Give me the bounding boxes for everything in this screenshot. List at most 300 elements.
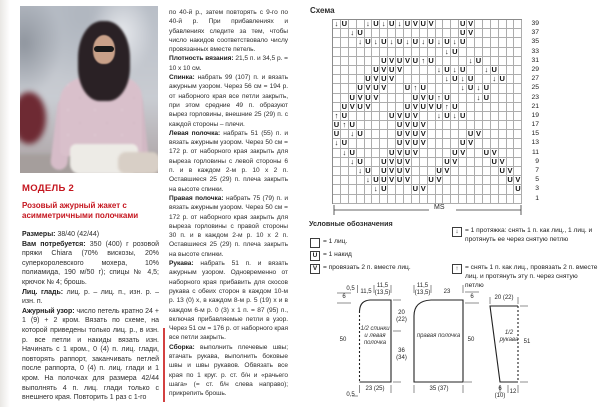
chart-cell (428, 195, 436, 204)
chart-cell (467, 112, 475, 121)
chart-cell: U (491, 65, 497, 74)
chart-cell (507, 139, 515, 148)
chart-cell (349, 195, 357, 204)
continuation-paragraph: по 40-й р., затем повторять с 9-го по 40-й р. При прибавлениях и убавлениях следите за тем, чтобы число накидов соответствовало числу провязанных вместе петель. (169, 9, 288, 54)
chart-cell (475, 149, 483, 158)
chart-cell: V (412, 111, 418, 120)
k2tog-icon: V (310, 264, 320, 274)
chart-cell (420, 75, 428, 84)
chart-cell: ↓ (357, 38, 365, 47)
chart-cell (483, 139, 491, 148)
chart-cell (333, 29, 341, 38)
chart-cell (341, 176, 349, 185)
chart-cell (436, 84, 444, 93)
chart-cell (507, 112, 515, 121)
p1-right-bottom-measure: 36 (34) (396, 348, 407, 361)
chart-cell (467, 103, 475, 112)
chart-cell: U (428, 38, 434, 47)
chart-cell (365, 139, 373, 148)
stockinette-paragraph: Лиц. гладь: лиц. р. – лиц. п., изн. р. – изн. п. (22, 288, 159, 306)
chart-cell (514, 167, 522, 176)
chart-cell: V (412, 102, 418, 111)
left-column-text (22, 230, 159, 403)
chart-cell (372, 112, 380, 121)
chart-cell: U (412, 139, 419, 148)
chart-cell: U (381, 185, 387, 194)
chart-cell (507, 66, 515, 75)
chart-cell (396, 103, 404, 112)
chart-cell (436, 20, 444, 29)
chart-cell: U (381, 157, 387, 166)
chart-cell: U (428, 93, 434, 102)
chart-cell (483, 195, 491, 204)
chart-cell (388, 103, 396, 112)
chart-cell (428, 121, 436, 130)
chart-cell (341, 75, 349, 84)
chart-cell (333, 57, 341, 66)
back-paragraph: Спинка: набрать 99 (107) п. и вязать ажурным узором. Через 56 см = 194 р. от наборного края все петли закрыть, при этом средние 49 п. образуют вырез горловины, внешние 25 (29) п. с каждой стороны – плечи. (169, 74, 288, 128)
chart-cell: U (515, 185, 521, 194)
chart-cell (467, 149, 475, 158)
chart-cell: ↓ (349, 29, 357, 38)
chart-cell: V (397, 148, 403, 157)
chart-cell: V (349, 102, 355, 111)
chart-cell: V (515, 176, 521, 185)
chart-cell: V (404, 139, 410, 148)
chart-cell (483, 103, 491, 112)
chart-cell (507, 57, 515, 66)
chart-row-number: 5 (535, 176, 539, 184)
chart-cell (333, 195, 341, 204)
chart-cell (475, 112, 483, 121)
chart-cell (372, 195, 380, 204)
chart-cell (349, 176, 357, 185)
p1-shoulder-measure: 6 (342, 294, 346, 300)
chart-cell (372, 57, 380, 66)
chart-cell (514, 103, 522, 112)
chart-cell (436, 195, 444, 204)
chart-cell (483, 38, 491, 47)
chart-cell (483, 20, 491, 29)
chart-row-number: 7 (535, 167, 539, 174)
photo-sunglasses (94, 46, 114, 52)
chart-cell (459, 94, 467, 103)
chart-cell (341, 94, 349, 103)
chart-cell: V (475, 130, 481, 139)
chart-cell (404, 29, 412, 38)
chart-cell: ↓ (357, 167, 365, 176)
chart-cell (428, 139, 436, 148)
chart-cell (349, 75, 357, 84)
chart-cell: ↓ (436, 66, 444, 75)
chart-cell (365, 112, 373, 121)
chart-cell: ↓ (451, 66, 459, 75)
chart-cell (514, 158, 522, 167)
chart-cell: V (373, 75, 379, 84)
p1-top-right-measure: 11,5 (13,5) (374, 283, 391, 296)
chart-cell: ↓ (380, 20, 388, 29)
chart-cell (514, 139, 522, 148)
chart-cell (443, 185, 451, 194)
chart-row-number: 29 (531, 65, 539, 73)
chart-cell (436, 139, 444, 148)
chart-cell: U (412, 56, 419, 65)
chart-cell: U (420, 84, 426, 93)
chart-cell (357, 48, 365, 57)
gauge-paragraph: Плотность вязания: 21,5 п. и 34,5 р. = 10 х 10 см. (169, 55, 288, 72)
chart-cell: U (483, 93, 490, 102)
chart-cell: U (467, 130, 474, 139)
chart-cell (507, 75, 515, 84)
chart-cell: U (396, 176, 403, 185)
chart-cell (428, 29, 436, 38)
chart-cell (333, 103, 341, 112)
p1-top-left-measure: 0,5 (346, 286, 355, 292)
chart-cell: V (365, 84, 371, 93)
chart-cell: ↓ (436, 112, 444, 121)
chart-cell (349, 66, 357, 75)
chart-cell: U (357, 157, 363, 166)
chart-cell (341, 84, 349, 93)
chart-cell (404, 185, 412, 194)
legend-item-ssk: ↓ = 1 протяжка: снять 1 п. как лиц., 1 лиц. и протянуть ее через снятую петлю (452, 227, 598, 245)
chart-cell (372, 149, 380, 158)
chart-cell: U (475, 56, 482, 65)
chart-cell (483, 121, 491, 130)
chart-cell: U (373, 176, 379, 185)
chart-cell (372, 29, 380, 38)
chart-cell: U (452, 148, 458, 157)
chart-cell (412, 167, 420, 176)
chart-cell (443, 121, 451, 130)
chart-cell (475, 158, 483, 167)
chart-cell: V (507, 167, 513, 175)
left-front-paragraph: Левая полочка: набрать 51 (55) п. и вязать ажурным узором. Через 50 см = 172 р. от наборного края закрыть для выреза горловины с левой стороны 6 п. и в каждом 2-м р. 10 х 2 п. Оставшиеся 25 (29) п. плеча закрыть на высоте спинки. (169, 129, 288, 193)
chart-cell: ↓ (365, 176, 373, 185)
chart-cell (349, 112, 357, 121)
chart-cell (483, 130, 491, 139)
p2-piece-name: правая полочка (416, 333, 461, 339)
legend-title: Условные обозначения (309, 219, 393, 228)
chart-cell: V (404, 130, 410, 139)
chart-cell (349, 48, 357, 57)
chart-cell (499, 57, 507, 66)
chart-row-number: 11 (531, 148, 539, 156)
chart-cell: U (333, 130, 340, 139)
chart-cell (514, 149, 522, 158)
chart-cell (467, 167, 475, 176)
chart-cell: V (420, 130, 426, 139)
chart-cell (404, 48, 412, 57)
chart-cell (491, 139, 499, 148)
chart-cell (372, 121, 380, 130)
chart-cell: U (499, 167, 505, 175)
chart-cell (404, 66, 412, 75)
chart-cell (451, 20, 459, 29)
chart-cell: U (459, 38, 466, 47)
chart-cell: U (341, 139, 348, 148)
chart-cell: U (373, 20, 379, 28)
chart-cell (436, 29, 444, 38)
chart-cell: ↓ (475, 84, 483, 93)
chart-cell (499, 20, 507, 29)
chart-cell: U (396, 157, 403, 166)
chart-cell (459, 121, 467, 130)
chart-cell (333, 167, 341, 176)
chart-cell (357, 176, 365, 185)
chart-cell (443, 29, 451, 38)
chart-cell (499, 66, 507, 75)
legend-item-double-decrease: ↑ = снять 1 п. как лиц., провязать 2 п. вместе лиц. и протянуть эту п. через снятую петлю (452, 264, 598, 290)
chart-cell: U (412, 93, 419, 102)
chart-cell: U (444, 93, 450, 102)
chart-cell (380, 29, 388, 38)
chart-cell: V (468, 20, 474, 28)
chart-cell (475, 66, 483, 75)
chart-cell (514, 57, 522, 66)
chart-cell: ↓ (388, 38, 396, 47)
p3-top-measure: 20 (22) (494, 295, 514, 301)
chart-cell: V (420, 93, 426, 102)
chart-cell: U (412, 185, 419, 194)
chart-cell (380, 94, 388, 103)
chart-cell (365, 121, 373, 130)
chart-cell (451, 29, 459, 38)
chart-cell (428, 130, 436, 139)
chart-cell (514, 75, 522, 84)
chart-cell (420, 195, 428, 204)
chart-cell: U (373, 65, 379, 74)
chart-cell: U (396, 38, 403, 47)
ssk-icon: ↓ (452, 227, 462, 237)
chart-cell: V (397, 65, 403, 74)
chart-cell (459, 57, 467, 66)
chart-cell (428, 48, 436, 57)
lace-pattern-paragraph: Ажурный узор: число петель кратно 24 + 1 (9) + 2 кром. Вязать по схеме, на которой приведены только лиц. р., в изн. р. все петли и накиды вязать изн. Начинать с 1 кром., 0 (4) п. лиц. глади, повторять раппорт, заканчивать петлей после раппорта, 0 (4) п. лиц. глади и 1 кром. На полочках для размера 42/44 выполнять 4 п. лиц. глади только с внешнего края. Повторить 1 раз с 1-го (22, 307, 159, 402)
middle-column-text (169, 8, 288, 398)
chart-cell: ↓ (333, 20, 341, 29)
chart-cell: V (420, 139, 426, 148)
chart-cell (491, 167, 499, 176)
chart-cell: U (357, 130, 363, 139)
chart-cell (388, 185, 396, 194)
chart-cell: ↓ (365, 20, 373, 29)
chart-cell (491, 57, 499, 66)
chart-cell (514, 48, 522, 57)
chart-cell (380, 130, 388, 139)
chart-cell: ↓ (451, 38, 459, 47)
chart-cell (404, 195, 412, 204)
chart-cell: V (397, 111, 403, 120)
chart-cell (333, 158, 341, 167)
chart-cell (507, 130, 515, 139)
chart-cell: U (444, 111, 450, 120)
chart-cell (475, 103, 483, 112)
chart-cell: U (404, 102, 411, 111)
chart-cell (443, 176, 451, 185)
chart-cell (404, 75, 412, 84)
chart-cell (507, 84, 515, 93)
chart-cell (451, 121, 459, 130)
chart-cell (420, 149, 428, 158)
chart-cell: U (381, 75, 387, 84)
chart-cell (491, 103, 499, 112)
chart-cell (349, 20, 357, 29)
chart-cell: U (388, 65, 395, 74)
chart-cell (428, 75, 436, 84)
pattern-title: Розовый ажурный жакет с асимметричными полочками (22, 201, 139, 220)
materials-paragraph: Вам потребуется: 350 (400) г розовой пряжи Chiara (70% вискозы, 20% суперкоролевского мохера, 10% полиамида, 190 м/50 г); спицы № 4,5; крючок № 4; брошь. (22, 240, 160, 286)
chart-cell (341, 195, 349, 204)
chart-cell (388, 139, 396, 148)
chart-cell: ↓ (372, 38, 380, 47)
chart-cell (491, 38, 499, 47)
chart-cell: U (412, 130, 419, 139)
chart-cell (467, 121, 475, 130)
chart-cell (475, 20, 483, 29)
chart-cell (396, 94, 404, 103)
chart-cell: U (459, 139, 466, 148)
chart-cell (372, 139, 380, 148)
chart-cell: U (444, 157, 450, 166)
p2-top-right-measure: 23 (443, 289, 451, 295)
chart-cell: U (444, 65, 450, 74)
chart-cell (412, 75, 420, 84)
chart-cell: ↑ (420, 57, 428, 66)
chart-cell (443, 149, 451, 158)
chart-cell: V (491, 148, 497, 157)
chart-cell (428, 185, 436, 194)
double-decrease-icon: ↑ (452, 264, 462, 274)
chart-cell (499, 29, 507, 38)
column-divider-rule (163, 328, 165, 402)
chart-cell (412, 158, 420, 167)
chart-cell (467, 195, 475, 204)
chart-cell (443, 130, 451, 139)
chart-row-number: 27 (531, 75, 539, 83)
chart-row-number: 13 (531, 139, 539, 147)
chart-cell (451, 57, 459, 66)
chart-cell (467, 38, 475, 47)
chart-row-number: 33 (531, 47, 539, 55)
p2-side-measure: 50 (467, 337, 475, 343)
chart-cell: U (357, 29, 363, 38)
chart-cell: U (396, 56, 403, 65)
legend-item-knit: = 1 лиц. (310, 238, 347, 248)
chart-row-number: 1 (535, 194, 539, 202)
chart-cell (333, 38, 341, 47)
chart-cell: V (468, 29, 474, 38)
sizes-paragraph: Размеры: 38/40 (42/44) (22, 231, 100, 238)
chart-cell (357, 66, 365, 75)
chart-cell: U (349, 93, 355, 102)
chart-cell (467, 176, 475, 185)
chart-cell (499, 176, 507, 185)
chart-cell (349, 57, 357, 66)
chart-cell: ↓ (420, 38, 428, 47)
chart-cell (514, 20, 522, 29)
chart-cell (475, 195, 483, 204)
chart-cell (428, 149, 436, 158)
chart-cell (404, 94, 412, 103)
chart-cell: U (341, 20, 348, 28)
chart-cell: U (459, 65, 466, 74)
chart-cell (388, 84, 396, 93)
p2-shoulder-measure: 6 (470, 294, 474, 300)
chart-grid (332, 19, 522, 204)
chart-cell (499, 48, 507, 57)
chart-cell (333, 75, 341, 84)
chart-cell (507, 185, 515, 194)
chart-cell: U (404, 148, 411, 157)
chart-cell (420, 112, 428, 121)
chart-cell (491, 112, 499, 121)
chart-cell (467, 48, 475, 57)
chart-cell (483, 185, 491, 194)
chart-cell (507, 121, 515, 130)
chart-cell (365, 185, 373, 194)
chart-cell (380, 195, 388, 204)
chart-cell: V (373, 93, 379, 102)
chart-cell (349, 167, 357, 176)
chart-cell: ↑ (412, 84, 420, 93)
chart-cell (388, 29, 396, 38)
chart-cell (443, 195, 451, 204)
chart-cell: V (412, 148, 418, 157)
chart-cell (357, 75, 365, 84)
chart-cell (491, 195, 499, 204)
p1-right-top-measure: 20 (22) (396, 310, 407, 323)
chart-cell: U (420, 102, 426, 111)
chart-cell: V (381, 84, 387, 93)
chart-cell: V (404, 56, 410, 65)
chart-cell (483, 176, 491, 185)
chart-cell (491, 185, 499, 194)
chart-cell (499, 130, 507, 139)
chart-row-numbers (524, 19, 539, 203)
chart-cell (341, 185, 349, 194)
chart-cell (357, 121, 365, 130)
chart-cell (459, 130, 467, 139)
chart-cell: U (381, 38, 387, 47)
chart-cell: U (452, 47, 458, 56)
chart-cell: U (381, 56, 387, 65)
chart-cell: U (507, 176, 513, 185)
model-label: МОДЕЛЬ 2 (22, 183, 75, 194)
chart-cell (491, 20, 499, 29)
chart-cell (507, 20, 515, 29)
chart-cell: U (357, 84, 363, 93)
chart-cell (491, 130, 499, 139)
knit-stitch-icon (310, 238, 320, 248)
chart-cell (475, 75, 483, 84)
chart-cell (365, 130, 373, 139)
chart-cell: V (365, 102, 371, 111)
chart-row-number: 19 (531, 111, 539, 119)
chart-cell (365, 57, 373, 66)
chart-cell (483, 167, 491, 176)
chart-cell (443, 57, 451, 66)
chart-cell (507, 48, 515, 57)
chart-cell (412, 66, 420, 75)
p1-bottom-left-measure: 0,5 (346, 392, 355, 398)
chart-cell (459, 195, 467, 204)
chart-cell: U (404, 20, 411, 28)
chart-cell (372, 158, 380, 167)
chart-cell (451, 185, 459, 194)
chart-cell (507, 158, 515, 167)
chart-cell: V (436, 176, 442, 185)
